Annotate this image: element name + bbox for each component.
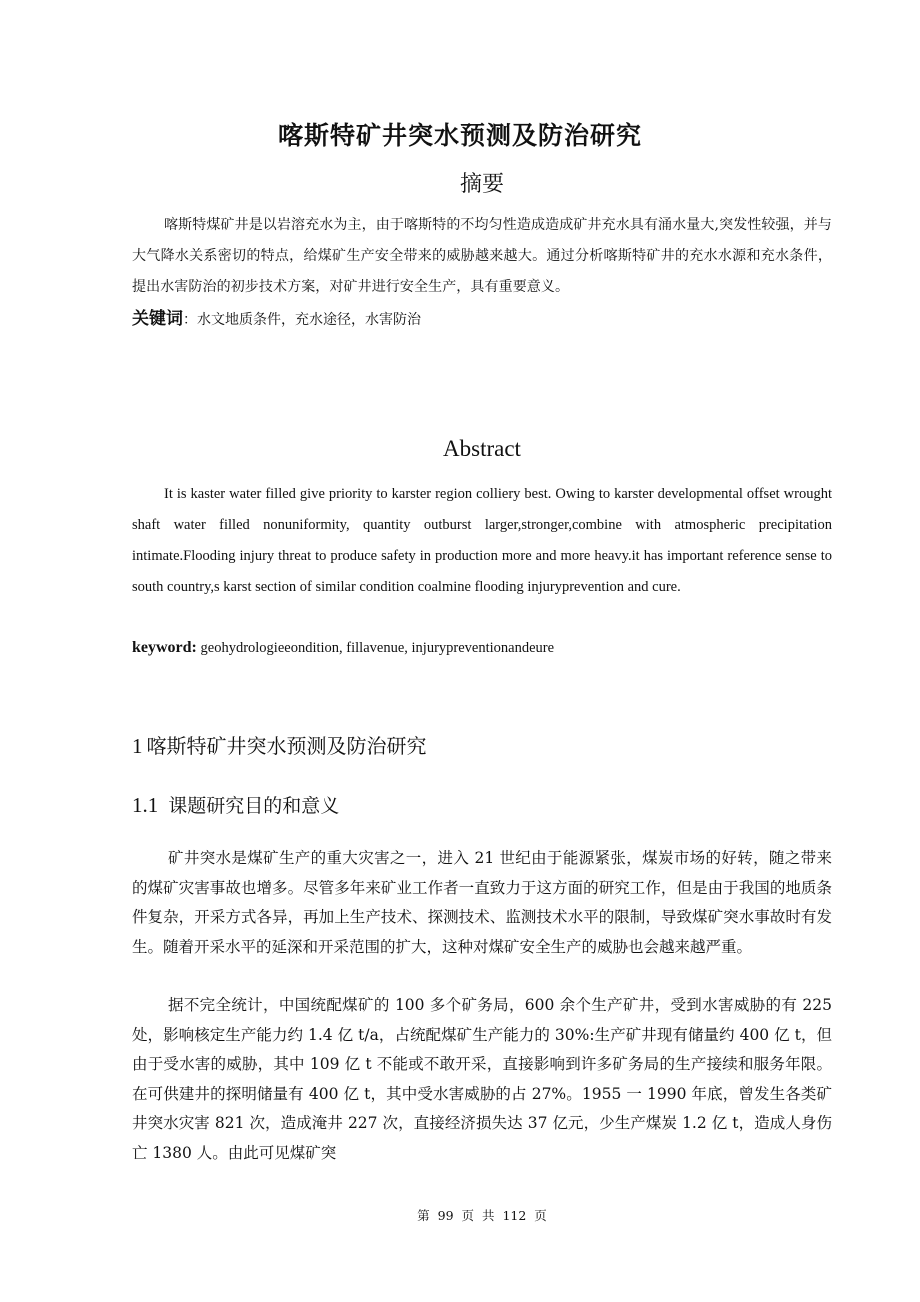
abstract-heading-cn: 摘要 [459,172,504,197]
document-title: 喀斯特矿井突水预测及防治研究 [277,121,642,150]
keywords-cn-label: 关键词 [132,309,183,329]
subsection-number: 1.1 [132,793,159,817]
abstract-text-en: It is kaster water filled give priority to karster region colliery best. Owing to karster developmental offset wrought shaft water filled nonuniformity, quantity outburst larger,stronger,combine with atmospheric precipitation intimate.Flooding injury threat to produce safety in production more and more heavy.it has important reference sense to south country,s karst section of similar condition coalmine flooding injuryprevention and cure. [132,486,832,595]
section-title: 喀斯特矿井突水预测及防治研究 [146,734,427,758]
section-number: 1 [132,734,143,758]
body-paragraph-1: 矿井突水是煤矿生产的重大灾害之一，进入 21 世纪由于能源紧张，煤炭市场的好转，随之带来的煤矿灾害事故也增多。尽管多年来矿业工作者一直致力于这方面的研究工作，但是由于我国的地质条件复杂，开采方式各异，再加上生产技术、探测技术、监测技术水平的限制，导致煤矿突水事故时有发生。随着开采水平的延深和开采范围的扩大，这种对煤矿安全生产的威胁也会越来越严重。 [132,849,832,956]
abstract-text-cn: 喀斯特煤矿井是以岩溶充水为主，由于喀斯特的不均匀性造成造成矿井充水具有涌水量大,突发性较强，并与大气降水关系密切的特点，给煤矿生产安全带来的威胁越来越大。通过分析喀斯特矿井的充水水源和充水条件，提出水害防治的初步技术方案，对矿井进行安全生产，具有重要意义。 [132,217,832,295]
subsection-heading-1-1 [132,791,832,818]
keywords-cn [132,305,832,334]
body-paragraph-2: 据不完全统计，中国统配煤矿的 100 多个矿务局，600 余个生产矿井，受到水害威胁的有 225 处，影响核定生产能力约 1.4 亿 t/a，占统配煤矿生产能力的 30%:生产矿井现有储量约 400 亿 t，但由于受水害的威胁，其中 109 亿 t 不能或不敢开采，直接影响到许多矿务局的生产接续和服务年限。在可供建井的探明储量有 400 亿 t，其中受水害威胁的占 27%。1955 一 1990 年底，曾发生各类矿井突水灾害 821 次，造成淹井 227 次，直接经济损失达 37 亿元，少生产煤炭 1.2 亿 t，造成人身伤亡 1380 人。由此可见煤矿突 [132,996,832,1162]
page-footer: 第 99 页 共 112 页 [417,1208,547,1223]
keywords-en [132,634,832,662]
keywords-cn-text: ：水文地质条件，充水途径，水害防治 [183,312,421,328]
keywords-en-label: keyword: [132,639,197,656]
abstract-heading-en: Abstract [443,436,521,461]
section-heading-1 [132,730,832,759]
keywords-en-text: geohydrologieeondition, fillavenue, injurypreventionandeure [196,640,555,656]
subsection-title: 课题研究目的和意义 [168,795,340,817]
